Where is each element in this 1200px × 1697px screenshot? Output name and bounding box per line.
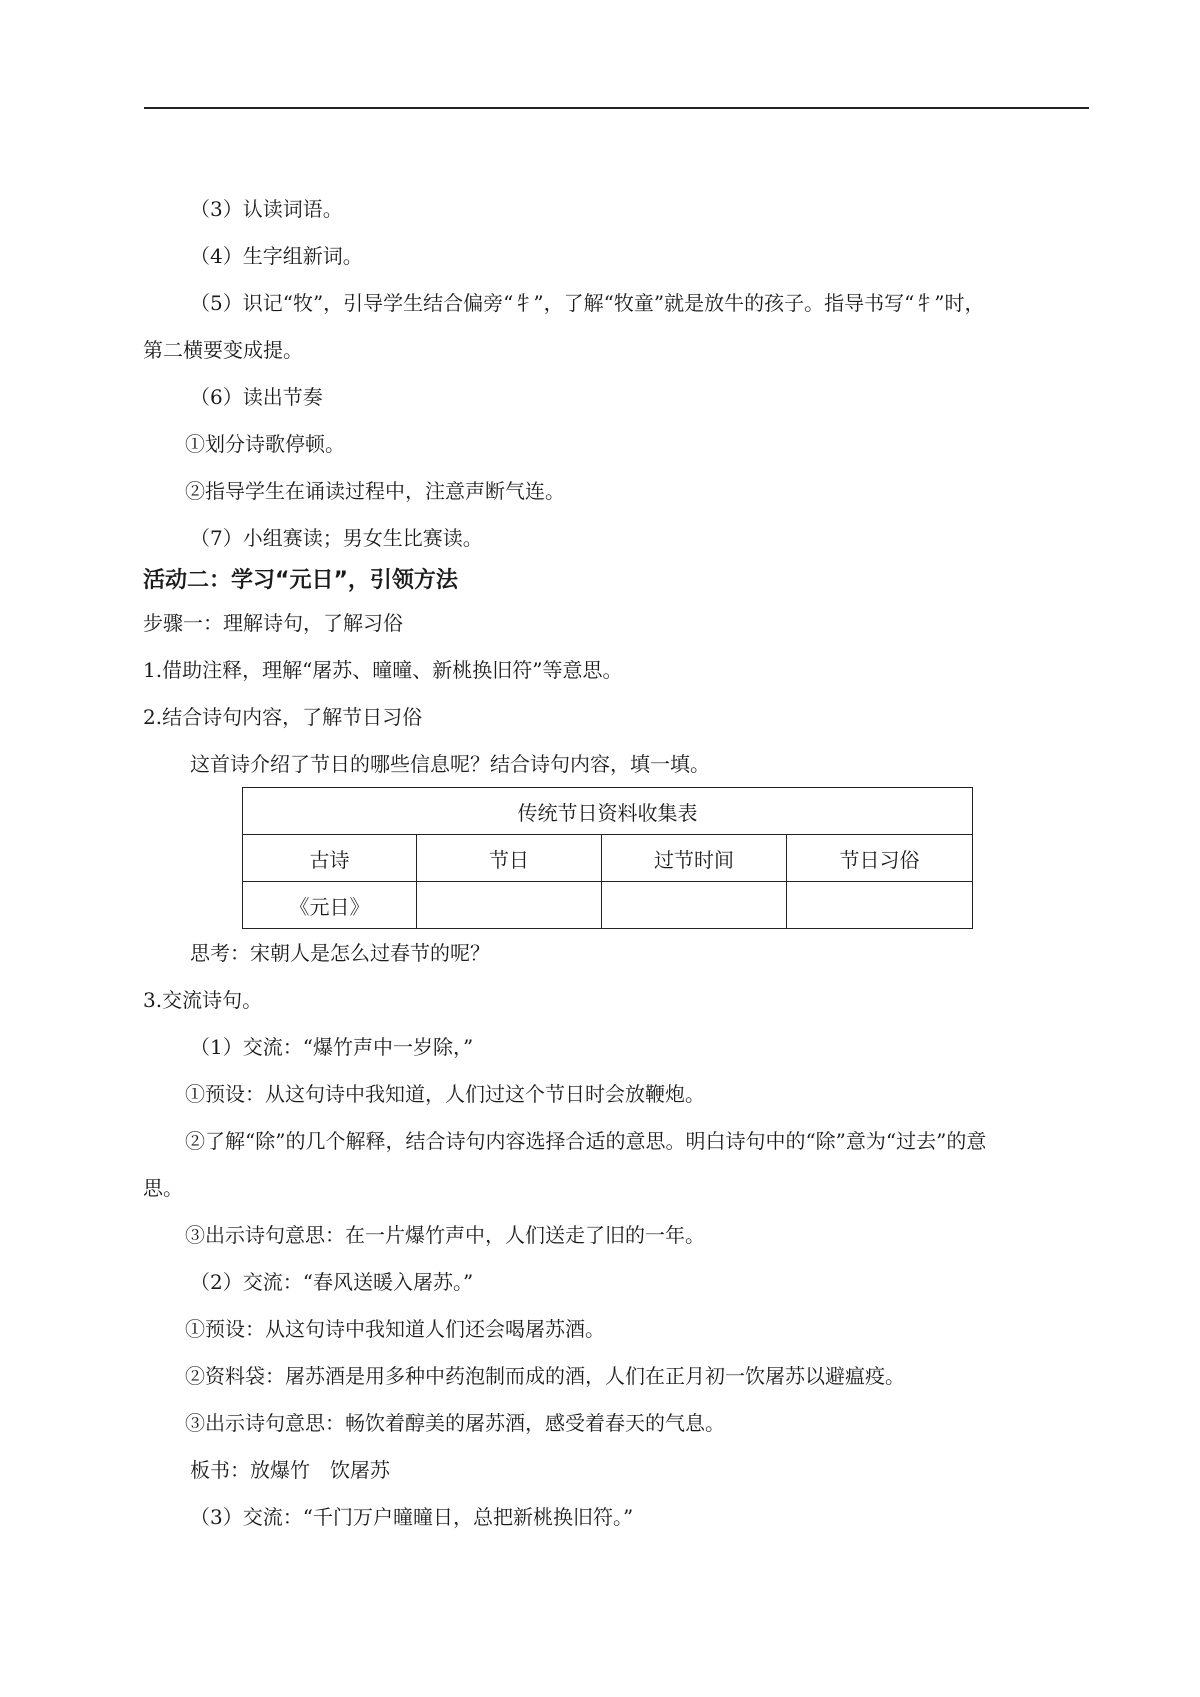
table-title: 传统节日资料收集表 xyxy=(243,788,973,835)
step-line: 第二横要变成提。 xyxy=(143,338,303,362)
discussion-line: ①预设：从这句诗中我知道，人们过这个节日时会放鞭炮。 xyxy=(185,1082,705,1106)
discussion-line: ③出示诗句意思：畅饮着醇美的屠苏酒，感受着春天的气息。 xyxy=(185,1411,725,1435)
numbered-item: 2.结合诗句内容，了解节日习俗 xyxy=(143,705,423,729)
header-rule xyxy=(144,107,1089,109)
board-note: 板书：放爆竹 饮屠苏 xyxy=(190,1458,390,1482)
step-title: 步骤一：理解诗句，了解习俗 xyxy=(143,611,403,635)
discussion-line: （2）交流：“春风送暖入屠苏。” xyxy=(190,1270,474,1294)
step-line: ②指导学生在诵读过程中，注意声断气连。 xyxy=(185,479,565,503)
table-header-cell: 过节时间 xyxy=(602,835,787,882)
discussion-line: （1）交流：“爆竹声中一岁除，” xyxy=(190,1035,474,1059)
numbered-item: 1.借助注释，理解“屠苏、曈曈、新桃换旧符”等意思。 xyxy=(143,658,623,682)
table-header-cell: 节日习俗 xyxy=(787,835,973,882)
discussion-line: （3）交流：“千门万户曈曈日，总把新桃换旧符。” xyxy=(190,1505,634,1529)
step-line: （3）认读词语。 xyxy=(190,197,343,221)
think-question: 思考：宋朝人是怎么过春节的呢？ xyxy=(190,941,490,965)
discussion-line: ③出示诗句意思：在一片爆竹声中，人们送走了旧的一年。 xyxy=(185,1223,705,1247)
table-cell-blank[interactable] xyxy=(787,882,973,929)
step-line: （7）小组赛读；男女生比赛读。 xyxy=(190,526,483,550)
table-cell-blank[interactable] xyxy=(417,882,602,929)
numbered-item: 3.交流诗句。 xyxy=(143,988,263,1012)
discussion-line: ①预设：从这句诗中我知道人们还会喝屠苏酒。 xyxy=(185,1317,605,1341)
table-cell: 《元日》 xyxy=(243,882,417,929)
step-line: （4）生字组新词。 xyxy=(190,244,363,268)
discussion-line: ②资料袋：屠苏酒是用多种中药泡制而成的酒，人们在正月初一饮屠苏以避瘟疫。 xyxy=(185,1364,905,1388)
table-header-cell: 节日 xyxy=(417,835,602,882)
table-intro: 这首诗介绍了节日的哪些信息呢？结合诗句内容，填一填。 xyxy=(190,752,710,776)
table-header-cell: 古诗 xyxy=(243,835,417,882)
festival-info-table xyxy=(242,787,973,929)
activity-heading: 活动二：学习“元日”，引领方法 xyxy=(143,568,458,593)
discussion-line: ②了解“除”的几个解释，结合诗句内容选择合适的意思。明白诗句中的“除”意为“过去”的意 xyxy=(185,1129,987,1153)
table-cell-blank[interactable] xyxy=(602,882,787,929)
step-line: （5）识记“牧”，引导学生结合偏旁“牜”，了解“牧童”就是放牛的孩子。指导书写“牜”时， xyxy=(190,291,985,315)
discussion-line: 思。 xyxy=(143,1176,183,1200)
step-line: ①划分诗歌停顿。 xyxy=(185,432,345,456)
step-line: （6）读出节奏 xyxy=(190,385,323,409)
